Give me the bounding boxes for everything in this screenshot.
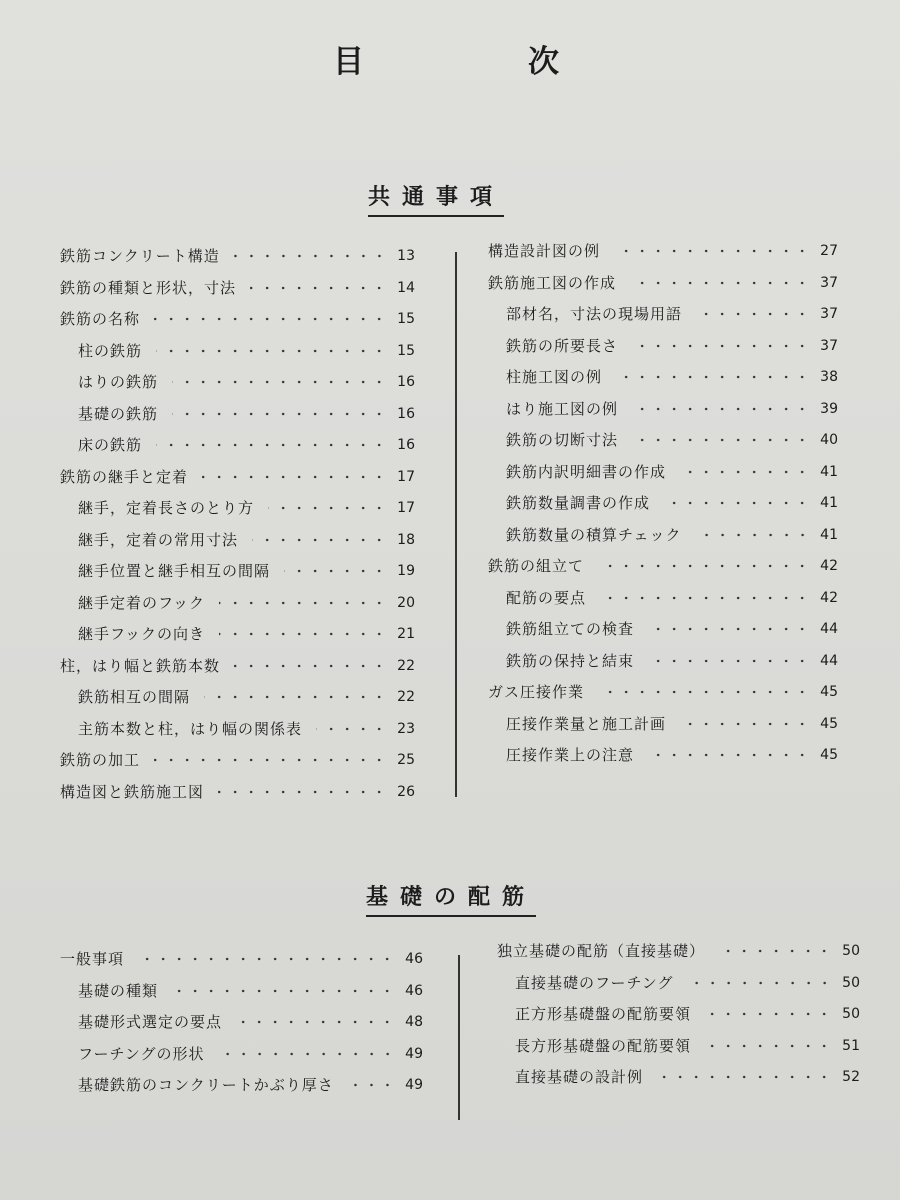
dot-leader xyxy=(598,563,810,569)
toc-entry xyxy=(488,522,838,548)
dot-leader xyxy=(600,595,810,601)
toc-entry-page-number: 37 xyxy=(820,337,838,354)
toc-entry xyxy=(60,338,415,364)
dot-leader xyxy=(172,411,387,417)
toc-entry-page-number: 25 xyxy=(397,752,415,768)
toc-entry-label: 鉄筋相互の間隔 xyxy=(78,688,191,706)
toc-entry-label: 鉄筋の種類と形状，寸法 xyxy=(60,278,237,297)
toc-entry xyxy=(488,490,838,516)
dot-leader xyxy=(657,1074,832,1080)
toc-entry-page-number: 48 xyxy=(405,1014,423,1030)
toc-entry-label: 鉄筋の切断寸法 xyxy=(506,431,619,449)
toc-entry-page-number: 41 xyxy=(820,526,838,543)
toc-entry-page-number: 21 xyxy=(397,626,415,642)
toc-entry-label: 鉄筋の組立て xyxy=(488,557,585,575)
toc-entry-label: フーチングの形状 xyxy=(78,1044,205,1063)
dot-leader xyxy=(156,442,387,448)
toc-entry xyxy=(488,364,838,390)
toc-entry-label: ガス圧接作業 xyxy=(488,683,585,701)
toc-entry-page-number: 38 xyxy=(820,369,838,385)
toc-entry xyxy=(60,621,415,647)
toc-entry xyxy=(60,275,415,301)
toc-entry-label: 部材名，寸法の現場用語 xyxy=(506,305,683,323)
toc-entry-label: 鉄筋の継手と定着 xyxy=(60,467,189,486)
toc-entry-label: はりの鉄筋 xyxy=(78,373,159,391)
toc-entry xyxy=(60,243,415,269)
toc-entry xyxy=(60,684,415,710)
toc-entry xyxy=(60,464,415,490)
toc-entry-page-number: 14 xyxy=(397,279,415,296)
toc-entry xyxy=(488,396,838,422)
toc-entry-label: 鉄筋内訳明細書の作成 xyxy=(506,462,667,481)
toc-entry-page-number: 16 xyxy=(397,437,415,453)
toc-entry-label: 圧接作業量と施工計画 xyxy=(506,714,667,733)
toc-entry-label: 基礎鉄筋のコンクリートかぶり厚さ xyxy=(78,1076,334,1094)
toc-entry-page-number: 15 xyxy=(397,311,415,327)
toc-entry-label: 構造図と鉄筋施工図 xyxy=(60,782,205,801)
toc-entry xyxy=(497,938,860,964)
toc-entry xyxy=(60,747,415,773)
toc-entry xyxy=(488,459,838,485)
toc-entry xyxy=(488,270,838,296)
toc-entry-label: 基礎の鉄筋 xyxy=(78,404,159,423)
toc-entry-label: 配筋の要点 xyxy=(506,588,587,607)
toc-entry-page-number: 49 xyxy=(405,1045,423,1062)
toc-entry-page-number: 27 xyxy=(820,243,838,259)
toc-entry xyxy=(488,679,838,705)
dot-leader xyxy=(696,532,811,538)
dot-leader xyxy=(268,505,387,511)
toc-entry xyxy=(60,369,415,395)
toc-entry xyxy=(488,711,838,737)
toc-entry-page-number: 50 xyxy=(842,1006,860,1022)
toc-entry-label: 継手フックの向き xyxy=(78,625,205,643)
dot-leader xyxy=(630,280,810,286)
toc-entry-page-number: 16 xyxy=(397,405,415,422)
toc-entry xyxy=(60,1009,423,1035)
toc-entry-label: 鉄筋の加工 xyxy=(60,751,141,769)
toc-entry-page-number: 39 xyxy=(820,400,838,417)
toc-entry-page-number: 22 xyxy=(397,657,415,674)
toc-entry-page-number: 49 xyxy=(405,1077,423,1093)
toc-entry-page-number: 18 xyxy=(397,531,415,548)
toc-entry xyxy=(497,1001,860,1027)
toc-entry-page-number: 41 xyxy=(820,463,838,480)
toc-entry xyxy=(488,742,838,768)
dot-leader xyxy=(632,437,810,443)
toc-entry-label: 基礎の種類 xyxy=(78,981,159,1000)
toc-entry xyxy=(60,590,415,616)
toc-entry-label: 鉄筋数量調書の作成 xyxy=(506,494,651,512)
toc-entry xyxy=(488,648,838,674)
toc-entry-label: 鉄筋コンクリート構造 xyxy=(60,247,220,265)
dot-leader xyxy=(688,980,833,986)
toc-entry-page-number: 37 xyxy=(820,274,838,291)
toc-entry-label: 鉄筋の名称 xyxy=(60,310,141,328)
toc-entry-label: 鉄筋の保持と結束 xyxy=(506,651,635,670)
toc-entry-page-number: 17 xyxy=(397,468,415,485)
toc-entry-label: 柱施工図の例 xyxy=(506,368,603,386)
toc-entry-label: 鉄筋組立ての検査 xyxy=(506,620,635,638)
toc-entry-label: 継手，定着長さのとり方 xyxy=(78,499,255,517)
dot-leader xyxy=(705,1043,832,1049)
toc-entry-label: 継手，定着の常用寸法 xyxy=(78,530,239,549)
toc-entry-label: 継手位置と継手相互の間隔 xyxy=(78,562,271,580)
dot-leader xyxy=(705,1011,832,1017)
toc-entry-label: 独立基礎の配筋（直接基礎） xyxy=(497,942,706,960)
dot-leader xyxy=(202,474,387,480)
dot-leader xyxy=(632,343,810,349)
toc-entry-label: 鉄筋数量の積算チェック xyxy=(506,525,682,544)
toc-entry-page-number: 20 xyxy=(397,594,415,611)
dot-leader xyxy=(696,311,810,317)
toc-entry xyxy=(60,527,415,553)
toc-entry-page-number: 51 xyxy=(842,1037,860,1054)
toc-entry-label: 長方形基礎盤の配筋要領 xyxy=(515,1036,692,1055)
dot-leader xyxy=(648,752,810,758)
toc-entry-page-number: 22 xyxy=(397,689,415,705)
toc-entry xyxy=(60,401,415,427)
toc-entry-page-number: 15 xyxy=(397,342,415,359)
toc-entry-page-number: 52 xyxy=(842,1069,860,1085)
toc-entry-label: 正方形基礎盤の配筋要領 xyxy=(515,1005,692,1023)
dot-leader xyxy=(680,469,810,475)
dot-leader xyxy=(138,956,395,962)
toc-entry-page-number: 42 xyxy=(820,558,838,574)
dot-leader xyxy=(648,626,810,632)
dot-leader xyxy=(614,248,810,254)
toc-entry-page-number: 44 xyxy=(820,621,838,637)
dot-leader xyxy=(219,631,387,637)
toc-entry xyxy=(60,432,415,458)
dot-leader xyxy=(172,379,387,385)
toc-entry-label: 柱の鉄筋 xyxy=(78,341,143,360)
toc-entry-label: 継手定着のフック xyxy=(78,593,205,612)
toc-entry-page-number: 16 xyxy=(397,374,415,390)
toc-entry-page-number: 41 xyxy=(820,495,838,511)
toc-entry-label: はり施工図の例 xyxy=(506,399,619,418)
dot-leader xyxy=(234,663,387,669)
toc-entry-label: 直接基礎の設計例 xyxy=(515,1068,644,1086)
toc-entry-page-number: 40 xyxy=(820,432,838,448)
toc-entry xyxy=(60,653,415,679)
toc-entry xyxy=(488,333,838,359)
toc-entry xyxy=(60,716,415,742)
column-divider xyxy=(455,252,457,797)
toc-entry-label: 柱，はり幅と鉄筋本数 xyxy=(60,656,221,675)
toc-entry xyxy=(488,427,838,453)
dot-leader xyxy=(156,348,387,354)
toc-entry xyxy=(60,1041,423,1067)
dot-leader xyxy=(719,948,832,954)
toc-entry xyxy=(497,1064,860,1090)
page-title-char-1: 目 xyxy=(333,44,364,80)
toc-entry-page-number: 46 xyxy=(405,951,423,967)
dot-leader xyxy=(348,1082,395,1088)
dot-leader xyxy=(616,374,810,380)
dot-leader xyxy=(680,721,810,727)
toc-entry xyxy=(488,553,838,579)
toc-entry-page-number: 45 xyxy=(820,684,838,700)
toc-entry-page-number: 26 xyxy=(397,783,415,800)
toc-entry-label: 基礎形式選定の要点 xyxy=(78,1013,223,1031)
section-heading-foundation: 基礎の配筋 xyxy=(366,880,536,917)
page-title-char-2: 次 xyxy=(528,44,559,80)
toc-entry-label: 床の鉄筋 xyxy=(78,436,143,454)
dot-leader xyxy=(172,988,395,994)
toc-entry-page-number: 50 xyxy=(842,943,860,959)
toc-entry-label: 鉄筋施工図の作成 xyxy=(488,273,617,292)
toc-entry xyxy=(488,616,838,642)
toc-entry-page-number: 23 xyxy=(397,720,415,737)
dot-leader xyxy=(219,1051,396,1057)
dot-leader xyxy=(598,689,810,695)
toc-entry-page-number: 45 xyxy=(820,747,838,763)
toc-entry xyxy=(60,306,415,332)
toc-entry xyxy=(60,495,415,521)
toc-entry xyxy=(488,238,838,264)
toc-entry-page-number: 46 xyxy=(405,982,423,999)
toc-entry-page-number: 37 xyxy=(820,306,838,322)
dot-leader xyxy=(316,726,387,732)
toc-entry xyxy=(60,558,415,584)
toc-entry-label: 一般事項 xyxy=(60,950,125,968)
toc-entry-page-number: 13 xyxy=(397,248,415,264)
dot-leader xyxy=(236,1019,395,1025)
dot-leader xyxy=(648,658,810,664)
dot-leader xyxy=(284,568,387,574)
toc-entry-page-number: 50 xyxy=(842,974,860,991)
dot-leader xyxy=(154,757,387,763)
dot-leader xyxy=(664,500,810,506)
dot-leader xyxy=(234,253,387,259)
toc-entry-page-number: 45 xyxy=(820,715,838,732)
dot-leader xyxy=(218,789,387,795)
dot-leader xyxy=(250,285,387,291)
toc-entry-label: 構造設計図の例 xyxy=(488,242,601,260)
column-divider xyxy=(458,955,460,1120)
toc-entry-page-number: 17 xyxy=(397,500,415,516)
toc-entry-label: 鉄筋の所要長さ xyxy=(506,336,619,355)
toc-entry-page-number: 19 xyxy=(397,563,415,579)
section-heading-common: 共通事項 xyxy=(368,180,504,217)
toc-entry xyxy=(60,1072,423,1098)
toc-entry-label: 主筋本数と柱，はり幅の関係表 xyxy=(78,719,303,738)
dot-leader xyxy=(219,600,387,606)
toc-entry-page-number: 42 xyxy=(820,589,838,606)
toc-entry-label: 圧接作業上の注意 xyxy=(506,746,635,764)
dot-leader xyxy=(204,694,387,700)
toc-entry-label: 直接基礎のフーチング xyxy=(515,973,674,992)
dot-leader xyxy=(252,537,387,543)
dot-leader xyxy=(632,406,810,412)
toc-entry-page-number: 44 xyxy=(820,652,838,669)
toc-entry xyxy=(497,970,860,996)
toc-entry xyxy=(497,1033,860,1059)
dot-leader xyxy=(154,316,387,322)
toc-entry xyxy=(60,978,423,1004)
toc-entry xyxy=(488,301,838,327)
toc-entry xyxy=(60,779,415,805)
toc-entry xyxy=(488,585,838,611)
toc-entry xyxy=(60,946,423,972)
